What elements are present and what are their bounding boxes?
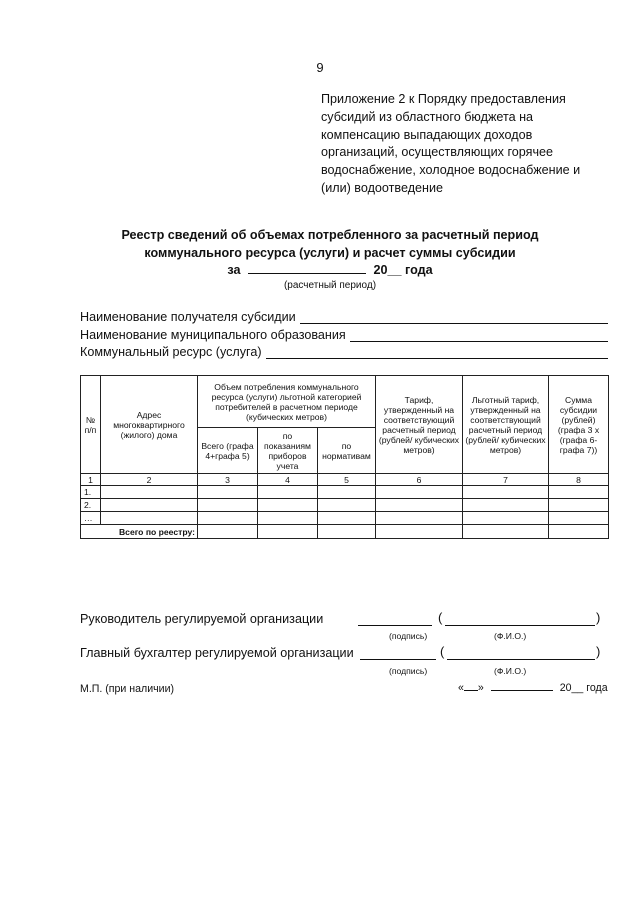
head-signature-label: Руководитель регулируемой организации: [80, 612, 324, 626]
column-number: 4: [258, 474, 318, 486]
title-line-2: коммунального ресурса (услуги) и расчет суммы субсидии: [144, 245, 516, 260]
appendix-line: Приложение 2 к Порядку предоставления: [321, 92, 566, 106]
header-by-meters: по показаниям приборов учета: [258, 428, 318, 474]
page-number: 9: [316, 60, 324, 75]
table-cell[interactable]: [463, 512, 549, 525]
appendix-line: компенсацию выпадающих доходов: [321, 127, 533, 142]
table-cell[interactable]: [258, 512, 318, 525]
total-cell[interactable]: [318, 525, 376, 539]
head-open-paren: (: [438, 610, 443, 625]
column-number: 5: [318, 474, 376, 486]
row-number: 1.: [81, 486, 101, 499]
head-close-paren: ): [596, 610, 601, 625]
accountant-signature-hint: (подпись): [389, 666, 428, 676]
table-cell[interactable]: [463, 486, 549, 499]
total-cell[interactable]: [463, 525, 549, 539]
resource-blank[interactable]: [266, 346, 608, 359]
header-tariff: Тариф, утвержденный на соответствующий расчетный период (рублей/ кубических метров): [376, 376, 463, 474]
table-cell[interactable]: [376, 512, 463, 525]
table-cell[interactable]: [549, 499, 609, 512]
table-cell[interactable]: [101, 486, 198, 499]
table-cell[interactable]: [101, 499, 198, 512]
accountant-name-hint: (Ф.И.О.): [494, 666, 527, 676]
title-year-word: года: [405, 263, 433, 277]
recipient-blank[interactable]: [300, 311, 608, 324]
date-year: 20__: [559, 682, 584, 694]
date-close-quote: »: [477, 682, 484, 694]
register-table: [80, 375, 609, 539]
column-numbers-row: [81, 474, 609, 486]
column-number: 7: [463, 474, 549, 486]
column-number: 8: [549, 474, 609, 486]
total-cell[interactable]: [549, 525, 609, 539]
period-hint: [0, 280, 640, 291]
period-hint-text: (расчетный период): [283, 280, 377, 291]
period-blank[interactable]: [248, 262, 366, 274]
header-num: № п/п: [81, 376, 101, 474]
accountant-name-blank[interactable]: [447, 658, 595, 660]
header-pref-tariff: Льготный тариф, утвержденный на соответствующий расчетный период (рублей/ кубических метров): [463, 376, 549, 474]
title-year: 20__: [373, 263, 402, 277]
table-cell[interactable]: [463, 499, 549, 512]
resource-label: Коммунальный ресурс (услуга): [80, 345, 262, 359]
appendix-note: [321, 91, 621, 198]
appendix-line: организаций, осуществляющих горячее: [321, 145, 554, 160]
resource-field: [80, 345, 608, 359]
head-name-blank[interactable]: [445, 624, 595, 626]
total-cell[interactable]: [258, 525, 318, 539]
total-label: Всего по реестру:: [81, 525, 198, 539]
table-cell[interactable]: [318, 486, 376, 499]
head-signature-blank[interactable]: [358, 624, 432, 626]
total-row: [81, 525, 609, 539]
head-signature-hint: (подпись): [389, 631, 428, 641]
table-row: [81, 499, 609, 512]
accountant-open-paren: (: [440, 644, 445, 659]
table-cell[interactable]: [318, 499, 376, 512]
header-address: Адрес многоквартирного (жилого) дома: [101, 376, 198, 474]
table-cell[interactable]: [376, 499, 463, 512]
table-cell[interactable]: [198, 499, 258, 512]
table-row: [81, 512, 609, 525]
date-year-word: года: [586, 682, 608, 694]
row-number: …: [81, 512, 101, 525]
total-cell[interactable]: [376, 525, 463, 539]
column-number: 3: [198, 474, 258, 486]
appendix-line: (или) водоотведение: [321, 180, 444, 195]
table-cell[interactable]: [318, 512, 376, 525]
column-number: 6: [376, 474, 463, 486]
column-number: 1: [81, 474, 101, 486]
table-cell[interactable]: [376, 486, 463, 499]
recipient-label: Наименование получателя субсидии: [80, 310, 296, 324]
table-cell[interactable]: [198, 486, 258, 499]
appendix-line: субсидий из областного бюджета на: [321, 109, 534, 124]
table-cell[interactable]: [101, 512, 198, 525]
title-za: за: [227, 263, 241, 277]
column-number: 2: [101, 474, 198, 486]
table-cell[interactable]: [198, 512, 258, 525]
table-cell[interactable]: [258, 499, 318, 512]
date-open-quote: «: [458, 682, 464, 694]
date-line: [458, 681, 608, 694]
table-cell[interactable]: [258, 486, 318, 499]
header-subsidy: Сумма субсидии (рублей) (графа 3 х (графа 6- графа 7)): [549, 376, 609, 474]
head-name-hint: (Ф.И.О.): [494, 631, 527, 641]
accountant-close-paren: ): [596, 644, 601, 659]
municipality-label: Наименование муниципального образования: [80, 328, 346, 342]
recipient-field: [80, 310, 608, 324]
header-volume-group: Объем потребления коммунального ресурса (услуги) льготной категорией потребителей в расчетном периоде (кубических метров): [198, 376, 376, 428]
seal-note: М.П. (при наличии): [80, 683, 175, 695]
title-line-1: Реестр сведений об объемах потребленного за расчетный период: [121, 228, 539, 242]
document-title: [60, 227, 600, 280]
day-blank[interactable]: [464, 681, 478, 691]
header-by-norms: по нормативам: [318, 428, 376, 474]
table-cell[interactable]: [549, 512, 609, 525]
accountant-signature-label: Главный бухгалтер регулируемой организации: [80, 646, 354, 660]
total-cell[interactable]: [198, 525, 258, 539]
month-blank[interactable]: [491, 681, 553, 691]
accountant-signature-blank[interactable]: [360, 658, 436, 660]
header-total: Всего (графа 4+графа 5): [198, 428, 258, 474]
municipality-blank[interactable]: [350, 329, 608, 342]
appendix-line: водоснабжение, холодное водоснабжение и: [321, 163, 581, 178]
table-row: [81, 486, 609, 499]
municipality-field: [80, 328, 608, 342]
table-cell[interactable]: [549, 486, 609, 499]
title-period-line: [60, 262, 600, 280]
row-number: 2.: [81, 499, 101, 512]
